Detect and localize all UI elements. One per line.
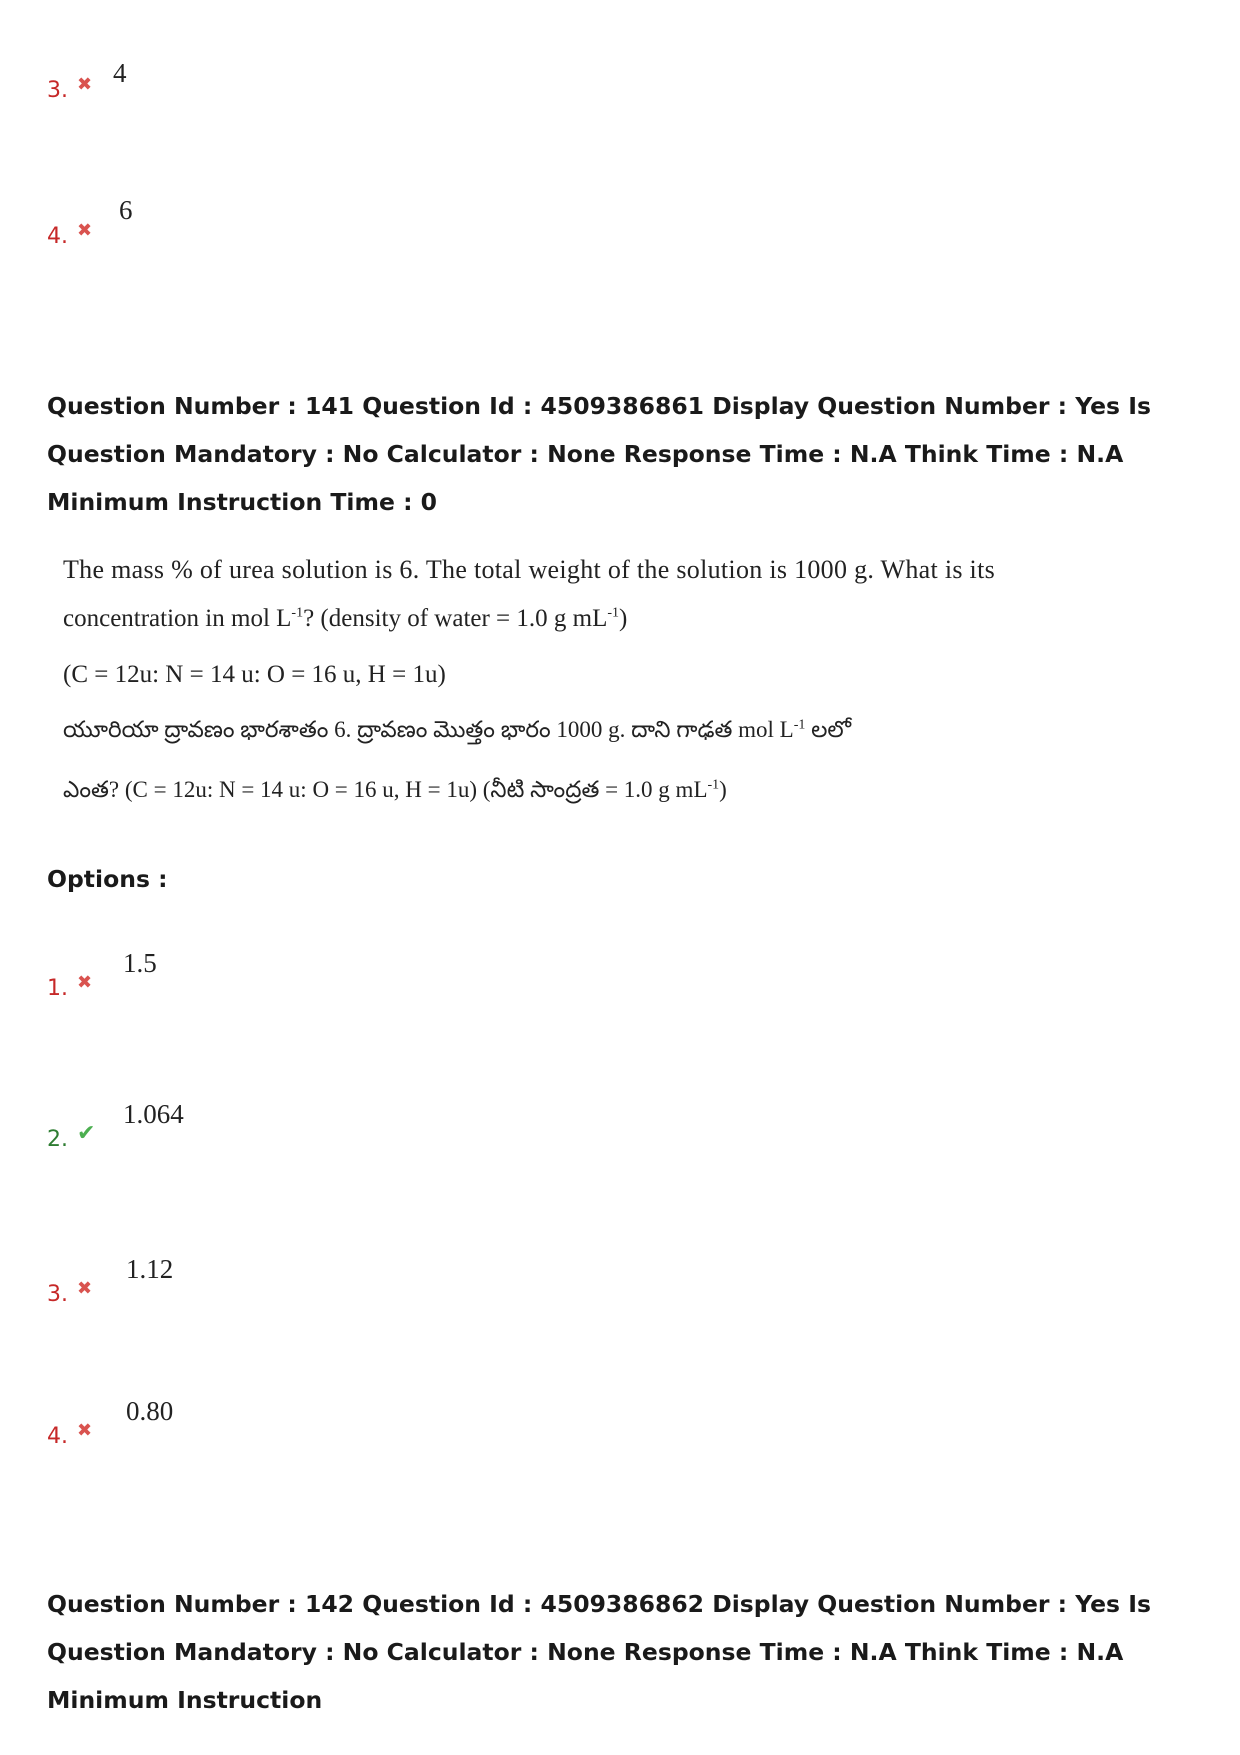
prev-option-4 bbox=[47, 195, 133, 255]
options-label: Options : bbox=[47, 865, 168, 893]
check-icon: ✔ bbox=[77, 1121, 96, 1146]
telugu-text-end: ) bbox=[719, 777, 727, 802]
cross-icon: ✖ bbox=[77, 1420, 93, 1441]
option-2 bbox=[47, 1099, 184, 1158]
question-line-3: (C = 12u: N = 14 u: O = 16 u, H = 1u) bbox=[63, 661, 446, 688]
option-3 bbox=[47, 1254, 174, 1313]
superscript: -1 bbox=[291, 605, 304, 621]
question-line-1: The mass % of urea solution is 6. The total weight of the solution is 1000 g. What is its bbox=[63, 555, 996, 584]
superscript: -1 bbox=[707, 777, 720, 793]
option-value: 6 bbox=[119, 195, 133, 225]
cross-icon: ✖ bbox=[77, 972, 93, 993]
option-value: 1.5 bbox=[123, 948, 157, 978]
option-number: 4. bbox=[47, 1424, 68, 1449]
question-line-2-a: concentration in mol L bbox=[63, 605, 292, 632]
telugu-text: ఎంత? (C = 12u: N = 14 u: O = 16 u, H = 1u) (నీటి సాంద్రత = 1.0 g mL bbox=[63, 777, 708, 802]
option-1 bbox=[47, 948, 157, 1007]
question-142-meta: Question Number : 142 Question Id : 4509386862 Display Question Number : Yes Is Question Mandatory : No Calculator : None Response Time : N.A Think Time : N.A Minimum Instruction bbox=[47, 1590, 1151, 1714]
telugu-text-end: లలో bbox=[805, 717, 852, 742]
option-number: 3. bbox=[47, 1282, 68, 1307]
option-value: 0.80 bbox=[126, 1396, 174, 1426]
question-line-5-telugu bbox=[63, 777, 727, 809]
question-141-meta: Question Number : 141 Question Id : 4509386861 Display Question Number : Yes Is Question Mandatory : No Calculator : None Response Time : N.A Think Time : N.A Minimum Instruction Time : 0 bbox=[47, 392, 1151, 516]
option-number: 2. bbox=[47, 1127, 68, 1152]
question-line-2-b: ? (density of water = 1.0 g mL bbox=[303, 605, 608, 632]
option-value: 4 bbox=[113, 58, 127, 88]
question-line-4-telugu bbox=[63, 717, 851, 749]
superscript: -1 bbox=[793, 717, 806, 733]
question-line-2 bbox=[63, 605, 627, 633]
cross-icon: ✖ bbox=[77, 74, 93, 95]
prev-option-3 bbox=[47, 58, 127, 109]
cross-icon: ✖ bbox=[77, 1278, 93, 1299]
superscript: -1 bbox=[607, 605, 620, 621]
option-number: 3. bbox=[47, 78, 68, 103]
telugu-text: యూరియా ద్రావణం భారశాతం 6. ద్రావణం మొత్తం భారం 1000 g. దాని గాఢత mol L bbox=[63, 717, 794, 742]
option-number: 1. bbox=[47, 976, 68, 1001]
option-number: 4. bbox=[47, 224, 68, 249]
cross-icon: ✖ bbox=[77, 220, 93, 241]
option-value: 1.064 bbox=[123, 1099, 184, 1129]
option-value: 1.12 bbox=[126, 1254, 174, 1284]
option-4 bbox=[47, 1396, 174, 1455]
question-line-2-c: ) bbox=[619, 605, 628, 632]
